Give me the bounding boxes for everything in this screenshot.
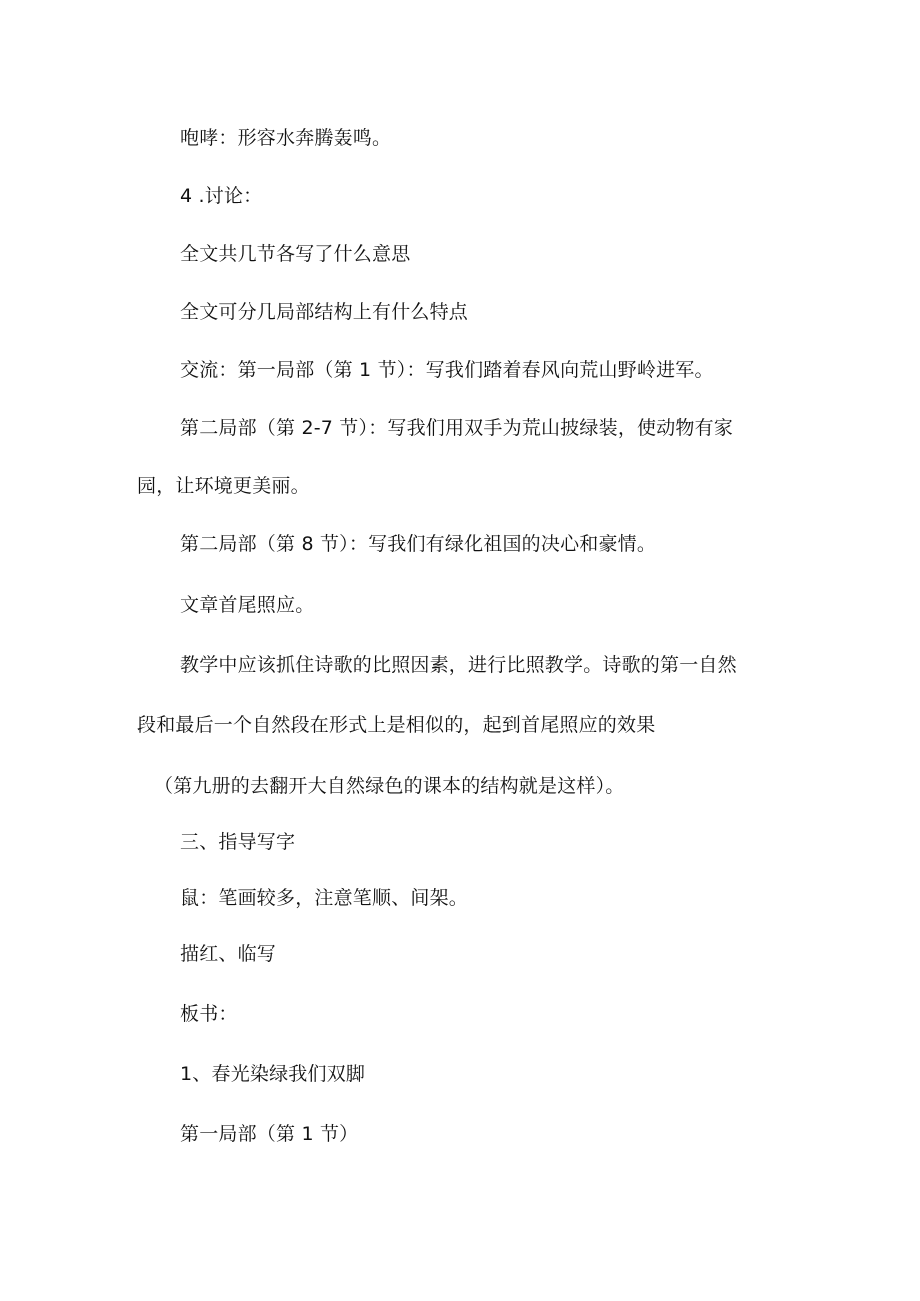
text-line: 交流：第一局部（第 1 节）：写我们踏着春风向荒山野岭进军。 bbox=[180, 359, 714, 381]
text-line: 4 .讨论： bbox=[180, 185, 263, 207]
text-line: （第九册的去翻开大自然绿色的课本的结构就是这样）。 bbox=[154, 775, 625, 797]
text-line: 板书： bbox=[180, 1003, 238, 1025]
text-line: 段和最后一个自然段在形式上是相似的，起到首尾照应的效果 bbox=[137, 714, 656, 736]
text-line: 园，让环境更美丽。 bbox=[137, 475, 310, 497]
text-line: 1、春光染绿我们双脚 bbox=[180, 1063, 366, 1085]
text-line: 第二局部（第 2-7 节）：写我们用双手为荒山披绿装，使动物有家 bbox=[180, 417, 734, 439]
text-line: 三、指导写字 bbox=[180, 831, 296, 853]
text-line: 咆哮：形容水奔腾轰鸣。 bbox=[180, 127, 392, 149]
text-line: 全文共几节各写了什么意思 bbox=[180, 243, 411, 265]
text-line: 教学中应该抓住诗歌的比照因素，进行比照教学。诗歌的第一自然 bbox=[180, 654, 737, 676]
text-line: 描红、临写 bbox=[180, 943, 277, 965]
text-line: 鼠：笔画较多，注意笔顺、间架。 bbox=[180, 887, 469, 909]
text-line: 第一局部（第 1 节） bbox=[180, 1123, 359, 1145]
text-line: 第二局部（第 8 节）：写我们有绿化祖国的决心和豪情。 bbox=[180, 533, 657, 555]
text-line: 全文可分几局部结构上有什么特点 bbox=[180, 301, 469, 323]
text-line: 文章首尾照应。 bbox=[180, 594, 315, 616]
